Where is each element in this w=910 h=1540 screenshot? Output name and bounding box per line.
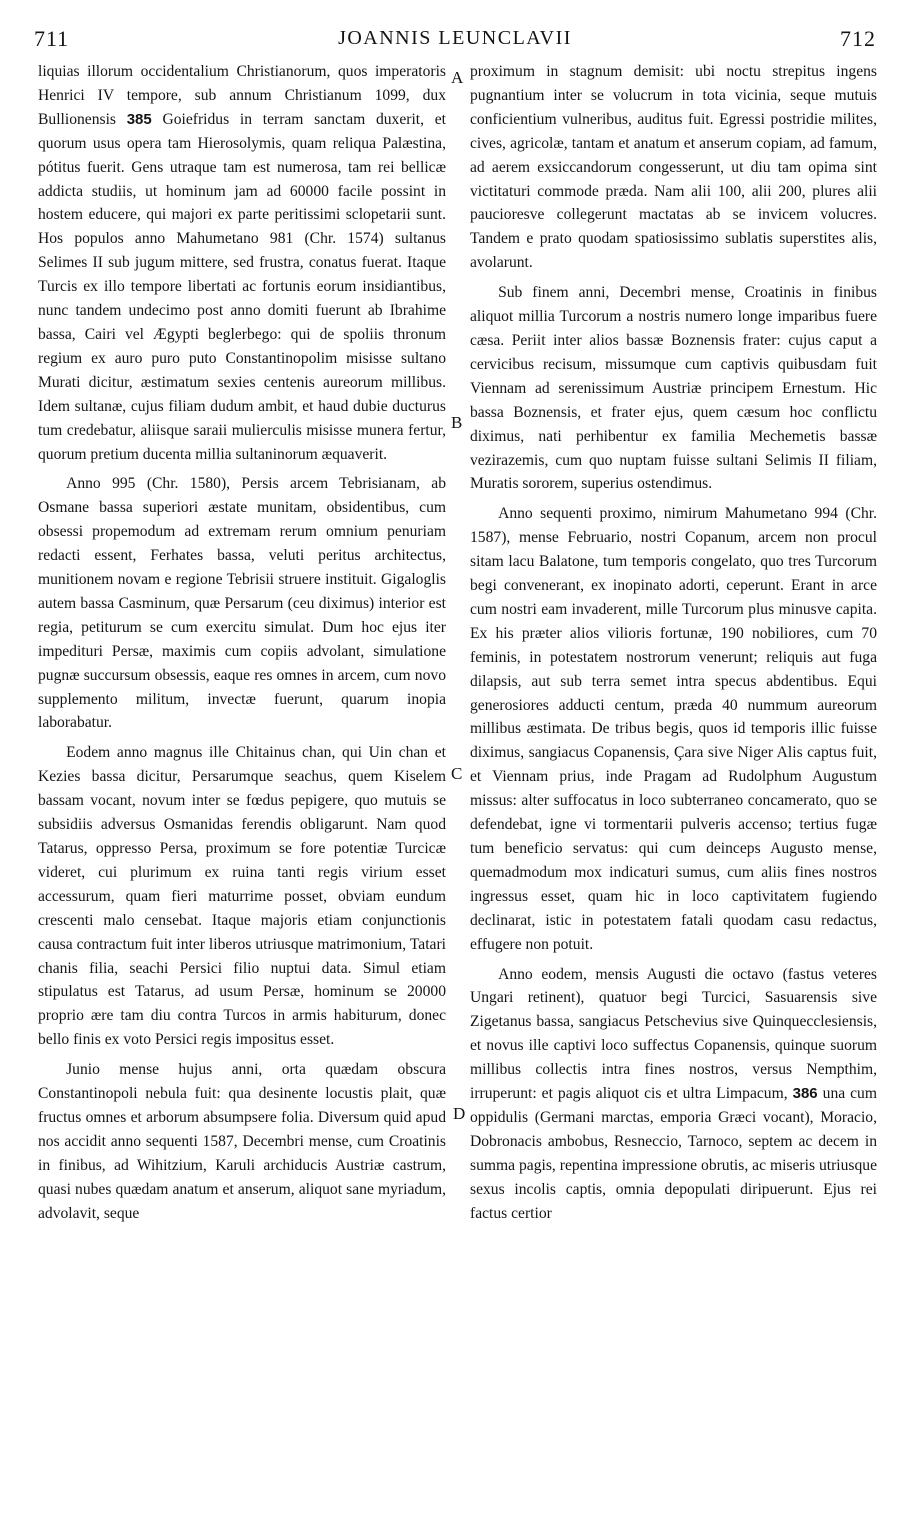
page-number-right: 712 bbox=[840, 26, 876, 51]
text-run: liquias illorum occidentalium Christianorum, quos imperatoris Henrici IV tempore, sub annum Christianum 1099, dux Bullionensis bbox=[38, 63, 446, 128]
paragraph bbox=[470, 963, 877, 1226]
page-number-left: 711 bbox=[34, 26, 70, 51]
text-run: Goiefridus in terram sanctam duxerit, et quorum usus opera tam Hierosolymis, quam reliqua Palæstina, pótitus fuerit. Gens utraque tam est numerosa, tam rei bellicæ addicta studiis, ut hominum jam ad 60000 facile possint in hostem educere, qui majori ex parte peritissimi sclopetarii sunt. Hos populos anno Mahumetano 981 (Chr. 1574) sultanus Selimes II sub jugum mittere, sed frustra, conatus fuerat. Itaque Turcis ex illo tempore libertati ac fortunis eorum insidiantibus, nunc tandem undecimo post anno domiti fuerunt ab Ibrahime bassa, Cairi vel Ægypti beglerbego: qui de spoliis thronum regium ex auro puro puto Constantinopolim misisse sultano Murati dicitur, æstimatum sexies centenis aureorum millibus. Idem sultanæ, cujus filiam dudum ambit, et haud dubie ducturus tum credebatur, aliisque saraii mulierculis misisse munera fertur, quorum pretium ducenta millia sultaninorum æquaverit. bbox=[38, 110, 446, 463]
paragraph: Anno 995 (Chr. 1580), Persis arcem Tebrisianam, ab Osmane bassa superiori æstate munitam, obsidentibus, cum obsessi propemodum ad extremam rerum omnium penuriam redacti essent, Ferhates bassa, veluti peritus architectus, munitionem novam e regione Tebrisii struere instituit. Gigaloglis autem bassa Casminum, quæ Persarum (ceu diximus) interior est regia, petiturum se cum exercitu simulat. Dum hoc ejus iter impedituri Persæ, maximis cum copiis advolant, simulatione pugnæ succursum obsessis, eaque res omnes in arcem, cum novo supplemento militum, invectæ fuerunt, quarum inopia laborabatur. bbox=[38, 475, 446, 732]
text-run: Anno eodem, mensis Augusti die octavo (fastus veteres Ungari retinent), quatuor begi Turcici, Sasuarensis sive Zigetanus bassa, sangiacus Petschevius sive Quinquecclesiensis, et novus ille captivi loco suffectus Copanensis, quinque suorum millibus collectis intra fines nostros, versus Nempthim, irruperunt: et pagis aliquot cis et ultra Limpacum, bbox=[470, 965, 877, 1103]
paragraph: Anno sequenti proximo, nimirum Mahumetano 994 (Chr. 1587), mense Februario, nostri Copanum, arcem non procul sitam lacu Balatone, tum temporis congelato, quo tres Turcorum begi convenerant, ex inopinato adorti, ceperunt. Erant in arce cum nostri eam invaderent, mille Turcorum plus minusve capita. Ex his præter alios vilioris fortunæ, 190 nobiliores, cum 70 feminis, in potestatem nostrorum venerunt; reliquis aut fuga dilapsis, aut sub terra semet intra specus abdentibus. Equi generosiores adducti centum, præda 40 nummum aureorum millibus æstimata. De tribus begis, quos id temporis illic fuisse diximus, sangiacus Copanensis, Çara sive Niger Alis captus fuit, et Viennam prius, inde Pragam ad Rudolphum Augustum missus: alter suffocatus in loco subterraneo concamerato, quo se defendebat, igne vi tormentarii pulveris accenso; tertius fugæ tum beneficio servatus: qui cum deinceps Augusto mense, quemadmodum mox indicaturi sumus, cum aliis fines nostros ingressus esset, quam hic in loco captivitatem fugiendo declinarat, istic in potestatem fatali quodam casu redactus, effugere non potuit. bbox=[470, 505, 877, 953]
paragraph: Junio mense hujus anni, orta quædam obscura Constantinopoli nebula fuit: qua desinente locustis plait, quæ fructus omnes et arborum absumpsere folia. Diversum quid apud nos accidit anno sequenti 1587, Decembri mense, cum Croatinis in finibus, ad Wihitzium, Karuli archiducis Austriæ castrum, quasi nubes quædam anatum et anserum, aliquot sane myriadum, advolavit, seque bbox=[38, 1061, 446, 1222]
paragraph bbox=[38, 60, 446, 466]
paragraph: proximum in stagnum demisit: ubi noctu strepitus ingens pugnantium inter se volucrum in tota vicinia, seque mutuis conficientium vulneribus, auditus fuit. Egressi postridie milites, cives, agricolæ, tantam et anatum et anserum copiam, ad famum, ad aerem exsiccandorum congesserunt, ut diu tam opima sint victitaturi commode præda. Nam alii 100, alii 200, plures alii paucioresve collegerunt mactatas ab se invicem volucres. Tandem e prato quodam spatiosissimo sublatis superstites alis, avolarunt. bbox=[470, 63, 877, 272]
margin-mark-a: A bbox=[451, 68, 464, 87]
section-number: 386 bbox=[792, 1085, 818, 1103]
margin-mark-d: D bbox=[453, 1104, 466, 1123]
text-run: una cum oppidulis (Germani marctas, emporia Græci vocant), Moracio, Dobronacis ambobus, Resneccio, Tarnoco, septem ac decem in summa pagis, repentina impressione obrutis, ac miseris utriusque sexus incolis captis, omnia depopulati diripuerunt. Ejus rei factus certior bbox=[470, 1085, 877, 1222]
margin-mark-b: B bbox=[451, 413, 463, 432]
section-number: 385 bbox=[126, 110, 152, 128]
paragraph: Eodem anno magnus ille Chitainus chan, qui Uin chan et Kezies bassa dicitur, Persarumque seachus, quem Kiselem bassam vocant, novum inter se fœdus pepigere, quo mutuis se subsidiis adversus Osmanidas ferendis obligarunt. Nam quod Tatarus, oppresso Persa, proximum se fore potentiæ Turcicæ videret, cui plurimum ex ruina tanti regis virium esset accessurum, quam fieri maturrime posset, obviam eundum crescenti malo censebat. Itaque majoris etiam conjunctionis causa contractum fuit inter liberos utriusque matrimonium, Tatari chanis filia, seachi Persici filio nuptui data. Simul etiam stipulatus est Tatarus, ad usum Persæ, hominum se 20000 proprio ære tam diu contra Turcos in armis habiturum, donec bello finis ex voto Persici regis impositus esset. bbox=[38, 744, 446, 1049]
left-column bbox=[38, 60, 446, 1524]
right-column bbox=[470, 60, 877, 1524]
running-title: JOANNIS LEUNCLAVII bbox=[338, 27, 572, 49]
running-header bbox=[34, 26, 876, 56]
paragraph: Sub finem anni, Decembri mense, Croatinis in finibus aliquot millia Turcorum a nostris numero longe imparibus fuere cæsa. Periit inter alios bassæ Boznensis frater: cujus caput a cervicibus recisum, missumque cum captivis quibusdam fuit Viennam ad serenissimum Austriæ principem Ernestum. Hic bassa Boznensis, et frater ejus, quem cæsum hoc conflictu diximus, nati perhibentur ex familia Mechemetis bassæ vezirazemis, cum quo nuptam fuisse sultani Selimis II filiam, Muratis sororem, superius ostendimus. bbox=[470, 284, 877, 493]
margin-mark-c: C bbox=[451, 764, 463, 783]
